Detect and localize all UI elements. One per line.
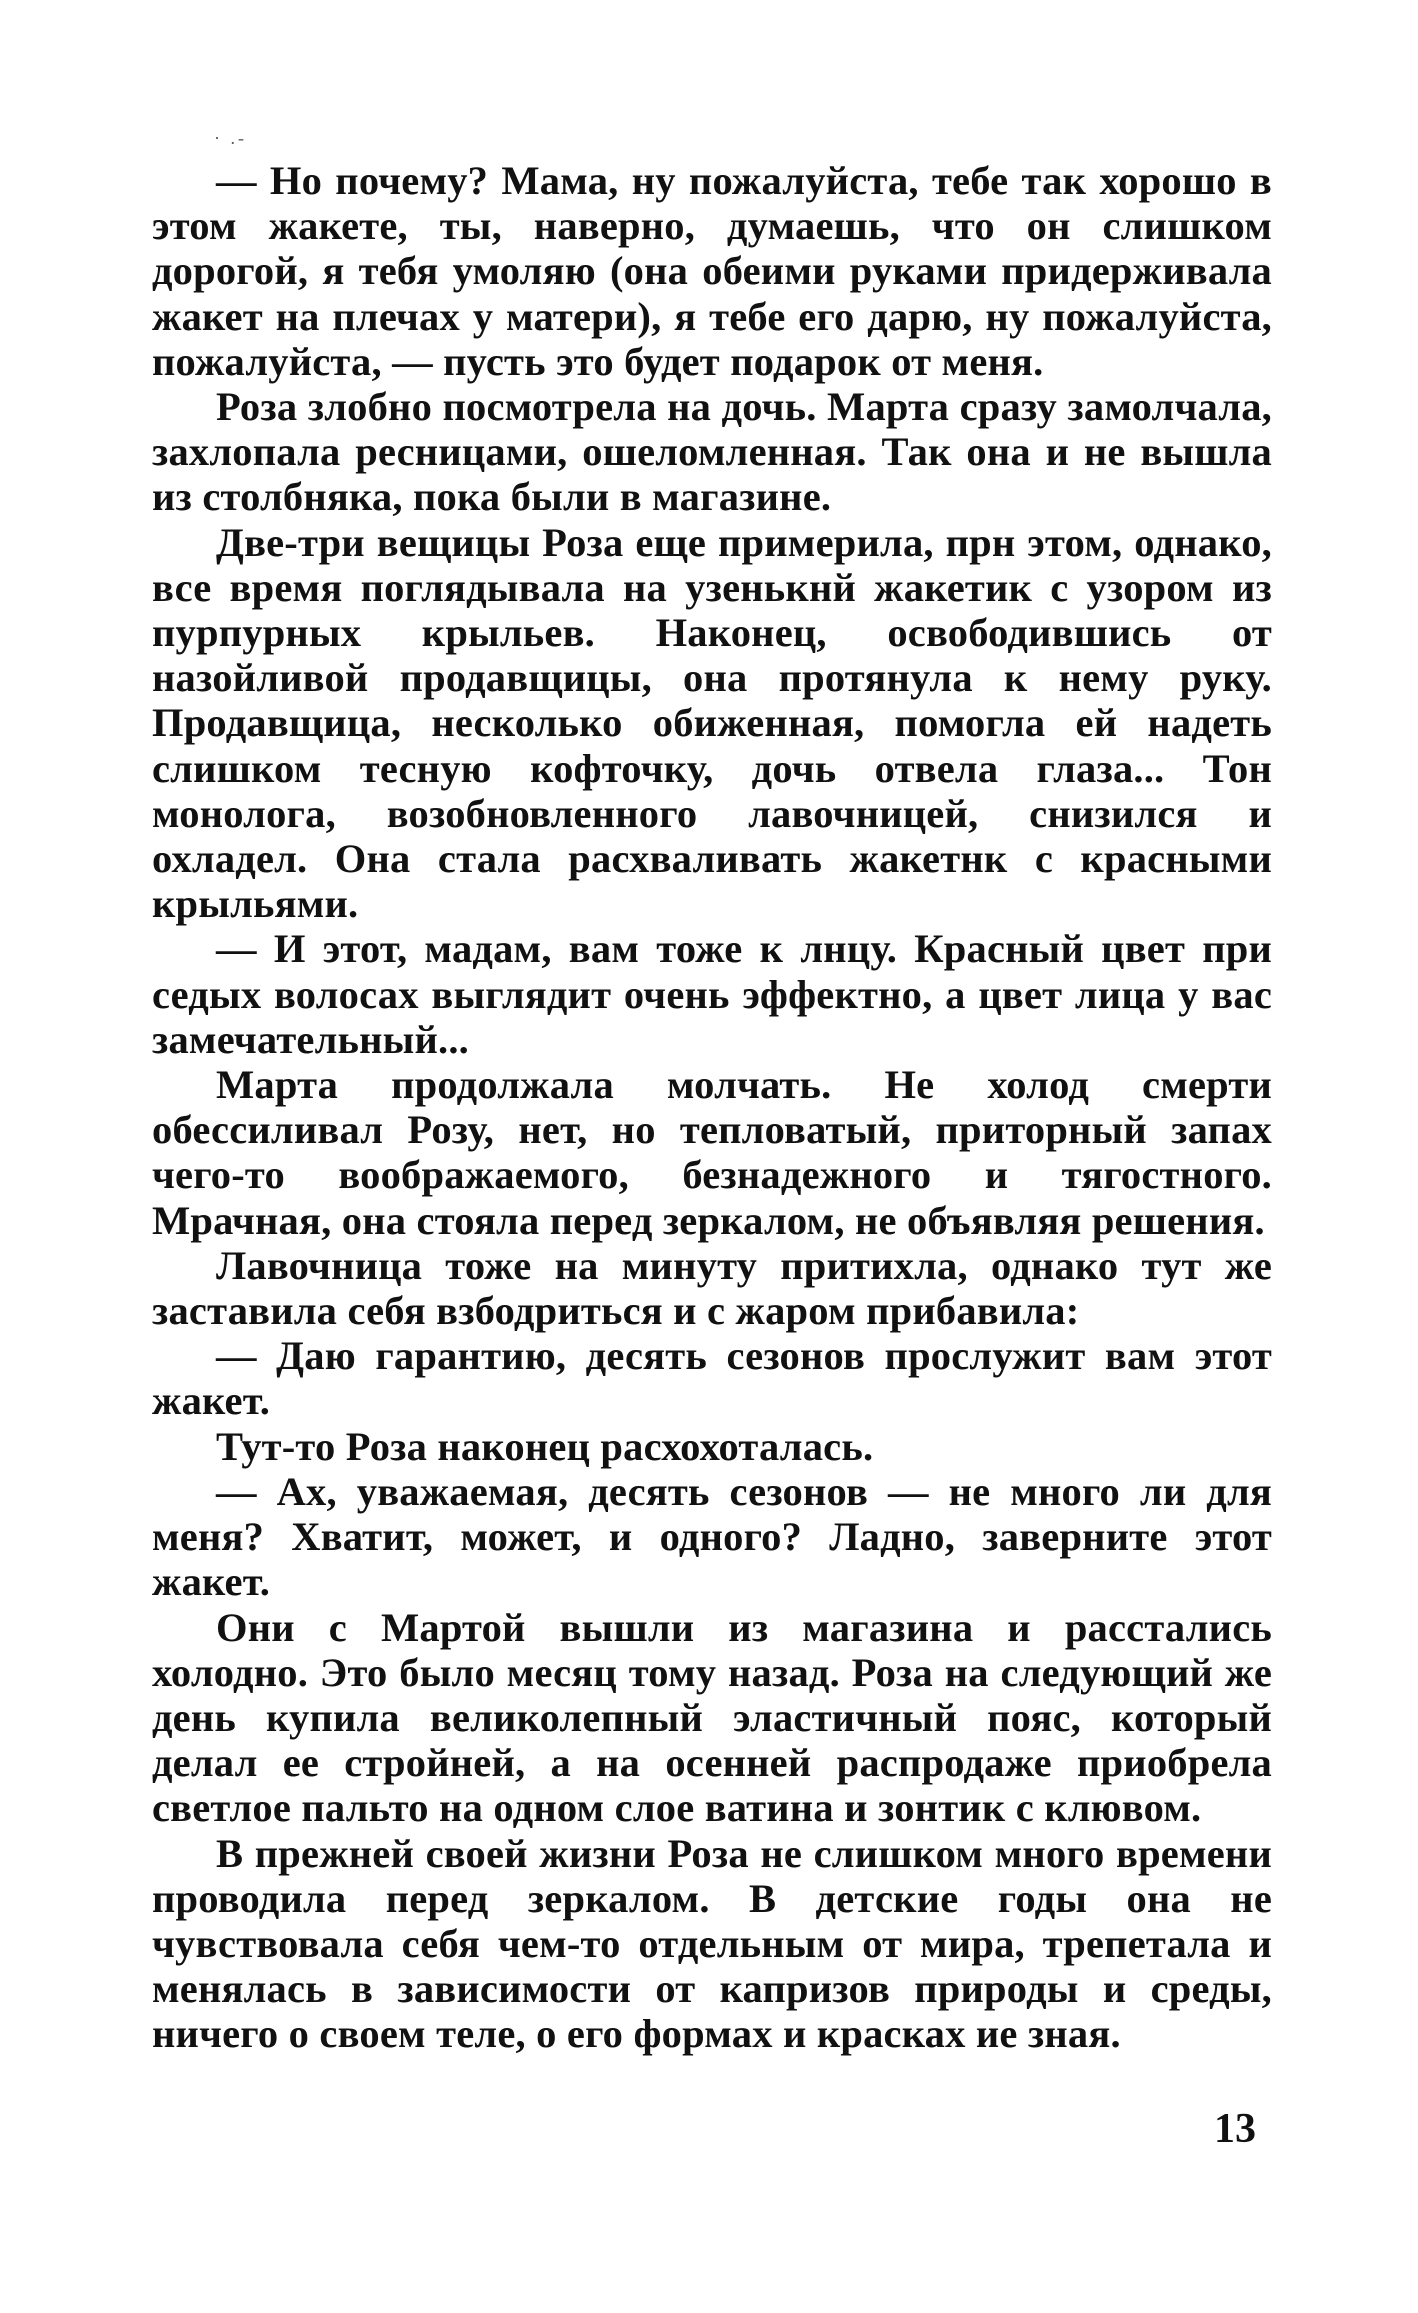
paragraph: Роза злобно посмотрела на дочь. Марта сразу замолчала, захлопала ресницами, ошеломленная. Так она и не вышла из столбняка, пока были в магазине. bbox=[152, 384, 1272, 520]
paragraph: Марта продолжала молчать. Не холод смерти обессиливал Розу, нет, но тепловатый, приторный запах чего-то воображаемого, безнадежного и тягостного. Мрачная, она стояла перед зеркалом, не объявляя решения. bbox=[152, 1062, 1272, 1243]
paragraph: — И этот, мадам, вам тоже к лнцу. Красный цвет при седых волосах выглядит очень эффектно, а цвет лица у вас замечательный... bbox=[152, 926, 1272, 1062]
page-number: 13 bbox=[1214, 2106, 1256, 2152]
paragraph: — Даю гарантию, десять сезонов прослужит вам этот жакет. bbox=[152, 1333, 1272, 1424]
paragraph: — Но почему? Мама, ну пожалуйста, тебе так хорошо в этом жакете, ты, наверно, думаешь, что он слишком дорогой, я тебя умоляю (она обеими руками придерживала жакет на плечах у матери), я тебе его дарю, ну пожалуйста, пожалуйста, — пусть это будет подарок от меня. bbox=[152, 158, 1272, 384]
paragraph: Они с Мартой вышли из магазина и расстались холодно. Это было месяц тому назад. Роза на следующий же день купила великолепный эластичный пояс, который делал ее стройней, а на осенней распродаже приобрела светлое пальто на одном слое ватина и зонтик с клювом. bbox=[152, 1604, 1272, 1831]
book-page-text bbox=[152, 158, 1272, 2218]
scan-speck: · .- bbox=[214, 128, 247, 148]
paragraph: В прежней своей жизни Роза не слишком много времени проводила перед зеркалом. В детские годы она не чувствовала себя чем-то отдельным от мира, трепетала и менялась в зависимости от капризов природы и среды, ничего о своем теле, о его формах и красках ие зная. bbox=[152, 1830, 1272, 2057]
paragraph: Две-три вещицы Роза еще примерила, прн этом, однако, все время поглядывала на узенькнй жакетик с узором из пурпурных крыльев. Наконец, освободившись от назойливой продавщицы, она протянула к нему руку. Продавщица, несколько обиженная, помогла ей надеть слишком тесную кофточку, дочь отвела глаза... Тон монолога, возобновленного лавочницей, снизился и охладел. Она стала расхваливать жакетнк с красными крыльями. bbox=[152, 519, 1272, 927]
paragraph: Лавочница тоже на минуту притихла, однако тут же заставила себя взбодриться и с жаром прибавила: bbox=[152, 1242, 1272, 1334]
paragraph: Тут-то Роза наконец расхохоталась. bbox=[216, 1423, 874, 1469]
paragraph: — Ах, уважаемая, десять сезонов — не много ли для меня? Хватит, может, и одного? Ладно, заверните этот жакет. bbox=[152, 1468, 1272, 1605]
